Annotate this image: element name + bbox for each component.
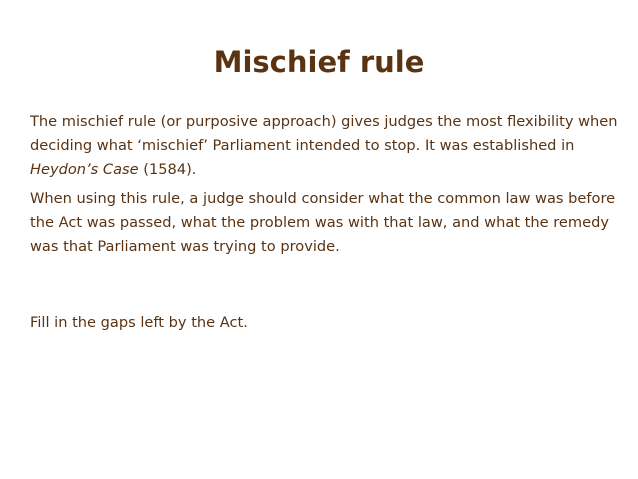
case-name: Heydon’s Case [30, 161, 139, 178]
paragraph-mischief-rule-intro [30, 110, 620, 182]
paragraph-1-text: The mischief rule (or purposive approach) gives judges the most flexibility when deciding what ‘mischief’ Parliament intended to stop. It was established in [30, 113, 618, 154]
case-year: (1584). [138, 161, 197, 178]
paragraph-judge-considerations: When using this rule, a judge should consider what the common law was before the Act was passed, what the problem was with that law, and what the remedy was that Parliament was trying to provide. [30, 190, 616, 255]
slide-title: Mischief rule [213, 45, 425, 79]
paragraph-fill-gaps: Fill in the gaps left by the Act. [30, 314, 248, 331]
